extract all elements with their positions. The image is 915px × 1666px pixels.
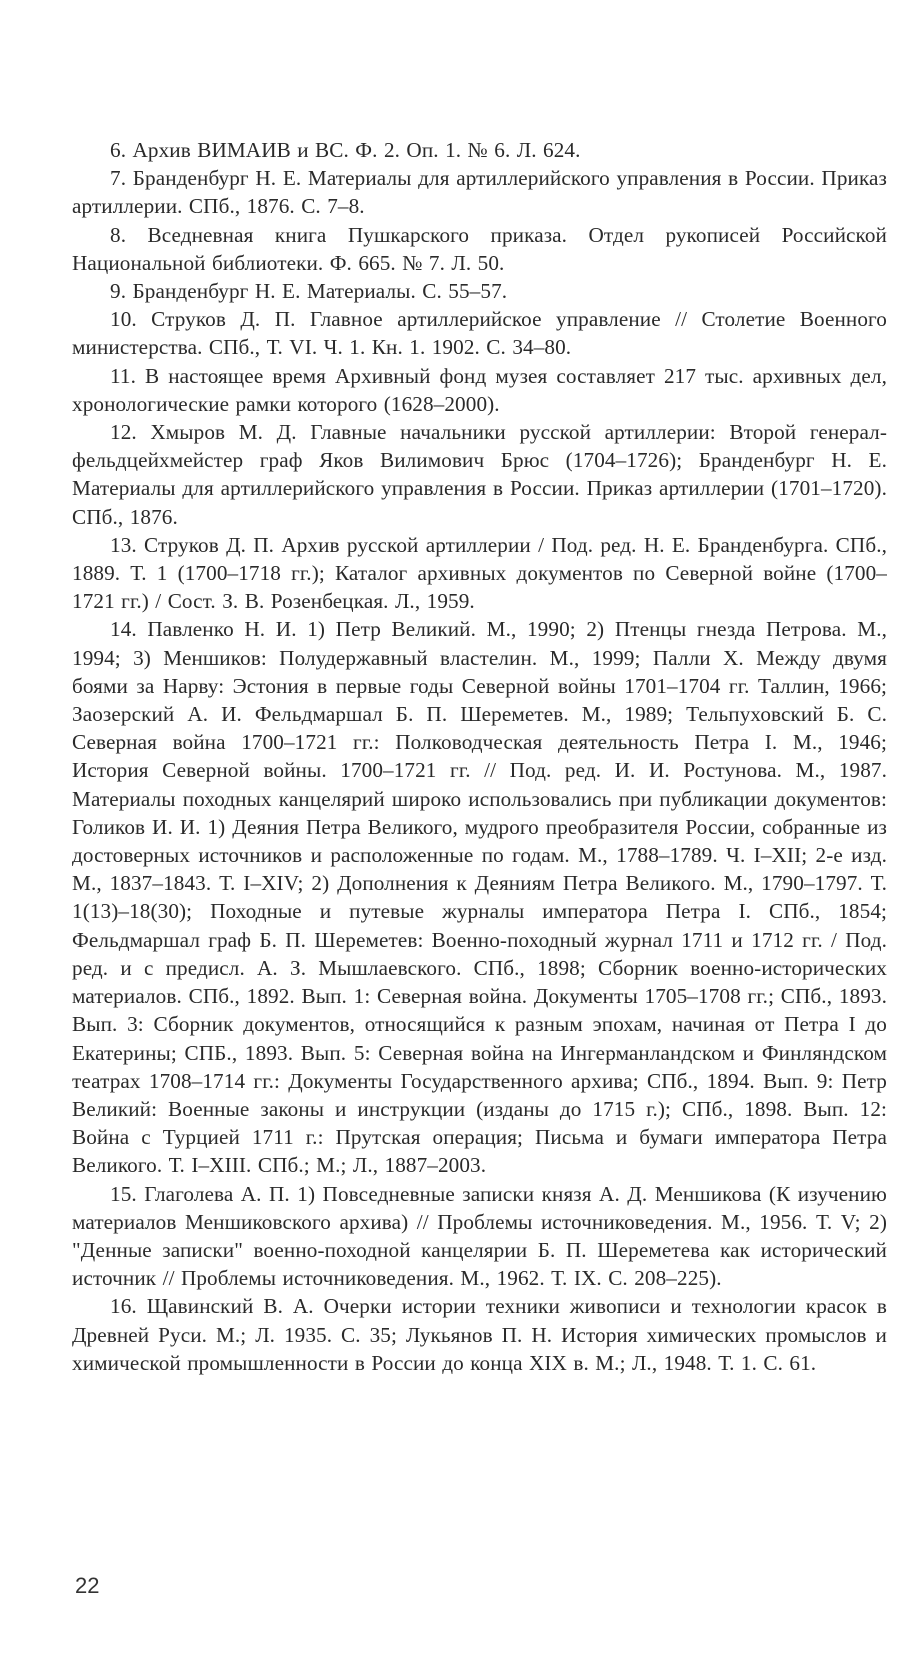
note-16: 16. Щавинский В. А. Очерки истории техники живописи и технологии красок в Древней Руси. М.; Л. 1935. С. 35; Лукьянов П. Н. История химических промыслов и химической промышленности в России до конца XIX в. М.; Л., 1948. Т. 1. С. 61. [72, 1294, 887, 1375]
note-9: 9. Бранденбург Н. Е. Материалы. С. 55–57. [110, 279, 508, 304]
note-8: 8. Вседневная книга Пушкарского приказа. Отдел рукописей Российской Национальной библиотеки. Ф. 665. № 7. Л. 50. [72, 222, 887, 275]
note-7: 7. Бранденбург Н. Е. Материалы для артиллерийского управления в России. Приказ артиллерии. СПб., 1876. С. 7–8. [72, 166, 887, 219]
note-12: 12. Хмыров М. Д. Главные начальники русской артиллерии: Второй генерал-фельдцейхмейстер граф Яков Вилимович Брюс (1704–1726); Бранденбург Н. Е. Материалы для артиллерийского управления в России. Приказ артиллерии (1701–1720). СПб., 1876. [72, 420, 887, 529]
notes-list [72, 136, 887, 1377]
note-6: 6. Архив ВИМАИВ и ВС. Ф. 2. Оп. 1. № 6. Л. 624. [110, 138, 581, 162]
note-13: 13. Струков Д. П. Архив русской артиллерии / Под. ред. Н. Е. Бранденбурга. СПб., 1889. Т. 1 (1700–1718 гг.); Каталог архивных документов по Северной войне (1700–1721 гг.) / Сост. З. В. Розенбецкая. Л., 1959. [72, 532, 887, 614]
note-11: 11. В настоящее время Архивный фонд музея составляет 217 тыс. архивных дел, хронологические рамки которого (1628–2000). [72, 363, 887, 416]
page-number: 22 [75, 1573, 100, 1598]
note-10: 10. Струков Д. П. Главное артиллерийское управление // Столетие Военного министерства. СПб., Т. VI. Ч. 1. Кн. 1. 1902. С. 34–80. [72, 307, 887, 360]
note-14: 14. Павленко Н. И. 1) Петр Великий. М., 1990; 2) Птенцы гнезда Петрова. М., 1994; 3) Меншиков: Полудержавный властелин. М., 1999; Палли Х. Между двумя боями за Нарву: Эстония в первые годы Северной войны 1701–1704 гг. Таллин, 1966; Заозерский А. И. Фельдмаршал Б. П. Шереметев. М., 1989; Тельпуховский Б. С. Северная война 1700–1721 гг.: Полководческая деятельность Петра I. М., 1946; История Северной войны. 1700–1721 гг. // Под. ред. И. И. Ростунова. М., 1987. Материалы походных канцелярий широко использовались при публикации документов: Голиков И. И. 1) Деяния Петра Великого, мудрого преобразителя России, собранные из достоверных источников и расположенные по годам. М., 1788–1789. Ч. I–XII; 2-е изд. М., 1837–1843. Т. I–XIV; 2) Дополнения к Деяниям Петра Великого. М., 1790–1797. Т. 1(13)–18(30); Походные и путевые журналы императора Петра I. СПб., 1854; Фельдмаршал граф Б. П. Шереметев: Военно-походный журнал 1711 и 1712 гг. / Под. ред. и с предисл. А. З. Мышлаевского. СПб., 1898; Сборник военно-исторических материалов. СПб., 1892. Вып. 1: Северная война. Документы 1705–1708 гг.; СПб., 1893. Вып. 3: Сборник документов, относящийся к разным эпохам, начиная от Петра I до Екатерины; СПБ., 1893. Вып. 5: Северная война на Ингерманландском и Финляндском театрах 1708–1714 гг.: Документы Государственного архива; СПб., 1894. Вып. 9: Петр Великий: Военные законы и инструкции (изданы до 1715 г.); СПб., 1898. Вып. 12: Война с Турцией 1711 г.: Прутская операция; Письма и бумаги императора Петра Великого. Т. I–XIII. СПб.; М.; Л., 1887–2003. [72, 617, 887, 1178]
note-15: 15. Глаголева А. П. 1) Повседневные записки князя А. Д. Меншикова (К изучению материалов Меншиковского архива) // Проблемы источниковедения. М., 1956. Т. V; 2) "Денные записки" военно-походной канцелярии Б. П. Шереметева как исторический источник // Проблемы источниковедения. М., 1962. Т. IX. С. 208–225). [72, 1181, 887, 1291]
